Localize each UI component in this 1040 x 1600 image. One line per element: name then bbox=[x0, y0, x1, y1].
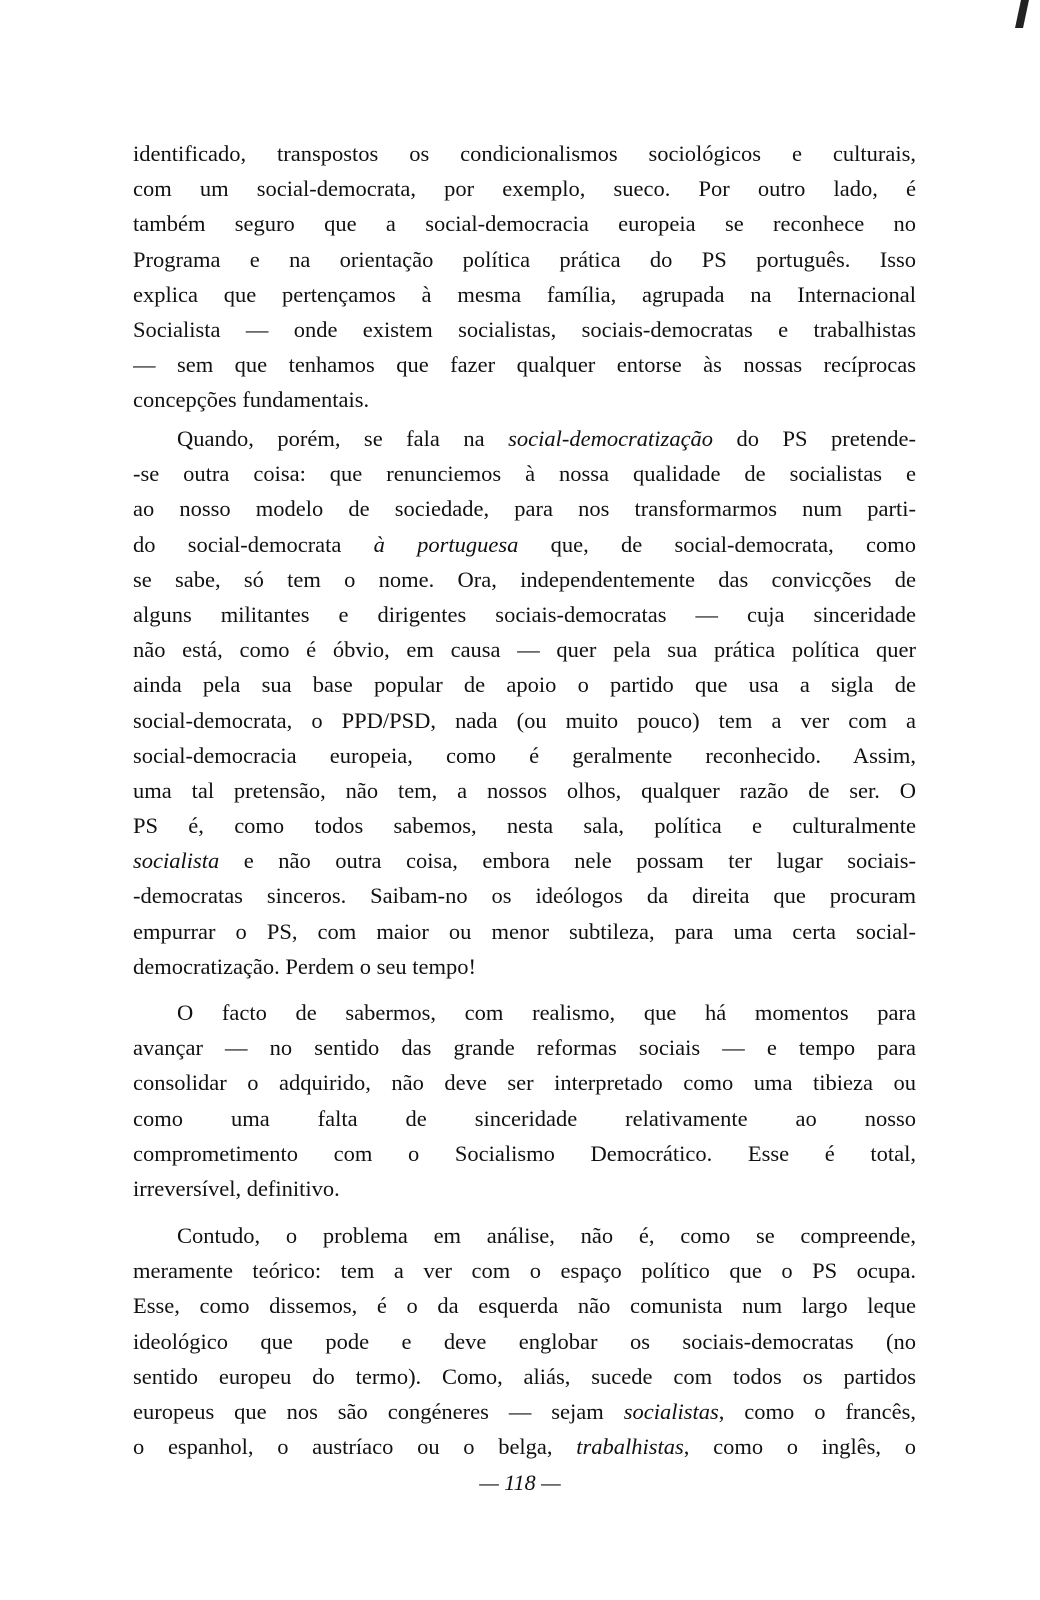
text-line bbox=[133, 1136, 916, 1171]
text-line bbox=[133, 1324, 916, 1359]
text-segment: explica que pertençamos à mesma família, agrupada na Internacional bbox=[133, 281, 916, 307]
text-segment: alguns militantes e dirigentes sociais-democratas — cuja sinceridade bbox=[133, 601, 916, 627]
scan-mark bbox=[1015, 0, 1029, 28]
text-line bbox=[133, 277, 916, 312]
text-segment: O facto de sabermos, com realismo, que há momentos para bbox=[177, 1000, 916, 1025]
text-segment: , como o inglês, o bbox=[683, 1434, 916, 1460]
text-line bbox=[133, 456, 916, 491]
text-segment: ao nosso modelo de sociedade, para nos transformarmos num parti- bbox=[133, 496, 916, 522]
text-line bbox=[133, 382, 916, 417]
text-segment: meramente teórico: tem a ver com o espaço político que o PS ocupa. bbox=[133, 1258, 916, 1284]
text-segment: democratização. Perdem o seu tempo! bbox=[133, 953, 476, 979]
text-line bbox=[133, 491, 916, 526]
text-segment: ainda pela sua base popular de apoio o partido que usa a sigla de bbox=[133, 672, 916, 698]
text-segment: comprometimento com o Socialismo Democrático. Esse é total, bbox=[133, 1140, 916, 1166]
text-line bbox=[133, 1065, 916, 1100]
text-segment: Quando, porém, se fala na bbox=[177, 426, 509, 451]
text-segment: Contudo, o problema em análise, não é, como se compreende, bbox=[177, 1223, 916, 1248]
text-segment: com um social-democrata, por exemplo, sueco. Por outro lado, é bbox=[133, 176, 916, 202]
text-line bbox=[133, 562, 916, 597]
text-segment: do social-democrata bbox=[133, 531, 374, 557]
text-line bbox=[133, 843, 916, 878]
paragraph-3 bbox=[133, 995, 916, 1206]
paragraph-4 bbox=[133, 1218, 916, 1464]
text-segment: social-democrata, o PPD/PSD, nada (ou muito pouco) tem a ver com a bbox=[133, 707, 916, 733]
text-line bbox=[133, 995, 916, 1030]
text-line bbox=[133, 773, 916, 808]
text-segment: do PS pretende- bbox=[713, 426, 916, 451]
text-segment: europeus que nos são congéneres — sejam bbox=[133, 1398, 624, 1424]
text-segment: -democratas sinceros. Saibam-no os ideólogos da direita que procuram bbox=[133, 883, 916, 909]
text-segment: uma tal pretensão, não tem, a nossos olhos, qualquer razão de ser. O bbox=[133, 777, 916, 803]
text-segment: o espanhol, o austríaco ou o belga, bbox=[133, 1434, 577, 1460]
text-segment: identificado, transpostos os condicionalismos sociológicos e culturais, bbox=[133, 141, 916, 166]
text-line bbox=[133, 312, 916, 347]
text-segment: ideológico que pode e deve englobar os sociais-democratas (no bbox=[133, 1328, 916, 1354]
text-segment: avançar — no sentido das grande reformas sociais — e tempo para bbox=[133, 1035, 916, 1061]
text-segment: irreversível, definitivo. bbox=[133, 1175, 340, 1201]
text-segment: social-democracia europeia, como é geralmente reconhecido. Assim, bbox=[133, 742, 916, 768]
text-segment: PS é, como todos sabemos, nesta sala, política e culturalmente bbox=[133, 813, 916, 839]
text-line bbox=[133, 1253, 916, 1288]
text-line bbox=[133, 914, 916, 949]
text-line bbox=[133, 171, 916, 206]
text-line bbox=[133, 632, 916, 667]
text-segment: , como o francês, bbox=[718, 1398, 916, 1424]
text-segment: concepções fundamentais. bbox=[133, 387, 370, 413]
text-line bbox=[133, 527, 916, 562]
text-line bbox=[133, 878, 916, 913]
text-line bbox=[133, 242, 916, 277]
text-line bbox=[133, 808, 916, 843]
italic-text: trabalhistas bbox=[576, 1434, 684, 1460]
page-number: — 118 — bbox=[479, 1470, 561, 1495]
text-line bbox=[133, 347, 916, 382]
text-segment: Programa e na orientação política prática do PS português. Isso bbox=[133, 246, 916, 272]
italic-text: socialista bbox=[133, 848, 220, 874]
text-line bbox=[133, 703, 916, 738]
text-line bbox=[133, 597, 916, 632]
text-line bbox=[133, 1288, 916, 1323]
text-segment: que, de social-democrata, como bbox=[518, 531, 916, 557]
text-segment: Esse, como dissemos, é o da esquerda não comunista num largo leque bbox=[133, 1293, 916, 1319]
text-line bbox=[133, 1030, 916, 1065]
text-line bbox=[133, 1429, 916, 1464]
text-segment: não está, como é óbvio, em causa — quer pela sua prática política quer bbox=[133, 637, 916, 663]
text-segment: e não outra coisa, embora nele possam ter lugar sociais- bbox=[219, 848, 916, 874]
italic-text: à portuguesa bbox=[373, 531, 519, 557]
text-segment: Socialista — onde existem socialistas, sociais-democratas e trabalhistas bbox=[133, 316, 916, 342]
text-line bbox=[133, 421, 916, 456]
paragraph-1 bbox=[133, 136, 916, 418]
text-segment: consolidar o adquirido, não deve ser interpretado como uma tibieza ou bbox=[133, 1070, 916, 1096]
text-segment: se sabe, só tem o nome. Ora, independentemente das convicções de bbox=[133, 566, 916, 592]
text-segment: também seguro que a social-democracia europeia se reconhece no bbox=[133, 211, 916, 237]
italic-text: social-democratização bbox=[508, 426, 714, 451]
text-line bbox=[133, 1101, 916, 1136]
text-line bbox=[133, 1218, 916, 1253]
text-line bbox=[133, 136, 916, 171]
text-line bbox=[133, 1171, 916, 1206]
text-line bbox=[133, 949, 916, 984]
text-line bbox=[133, 667, 916, 702]
italic-text: socialistas bbox=[623, 1398, 719, 1424]
text-segment: como uma falta de sinceridade relativamente ao nosso bbox=[133, 1105, 916, 1131]
text-line bbox=[133, 1359, 916, 1394]
text-segment: -se outra coisa: que renunciemos à nossa qualidade de socialistas e bbox=[133, 461, 916, 487]
text-segment: empurrar o PS, com maior ou menor subtileza, para uma certa social- bbox=[133, 918, 916, 944]
text-segment: — sem que tenhamos que fazer qualquer entorse às nossas recíprocas bbox=[133, 352, 916, 378]
text-segment: sentido europeu do termo). Como, aliás, sucede com todos os partidos bbox=[133, 1363, 916, 1389]
text-line bbox=[133, 1394, 916, 1429]
paragraph-2 bbox=[133, 421, 916, 984]
text-line bbox=[133, 206, 916, 241]
text-line bbox=[133, 738, 916, 773]
